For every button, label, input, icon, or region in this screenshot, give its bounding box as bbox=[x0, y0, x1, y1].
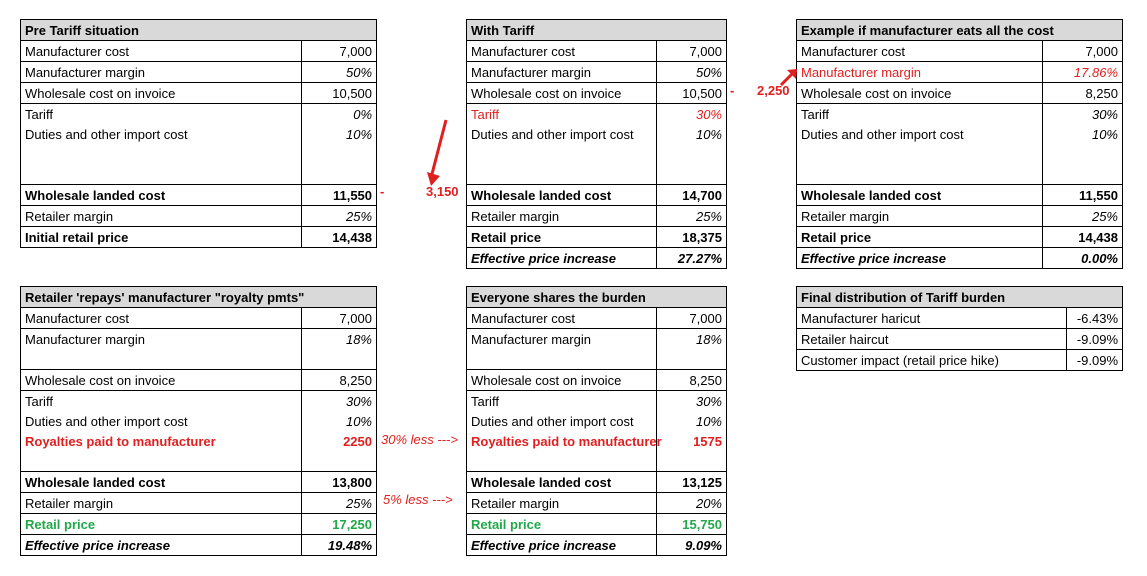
row-value: -9.09% bbox=[1067, 329, 1123, 350]
row-value: 10% bbox=[1043, 124, 1123, 144]
empty-cell bbox=[467, 451, 657, 472]
row-label: Wholesale landed cost bbox=[21, 472, 302, 493]
row-label: Manufacturer margin bbox=[467, 329, 657, 350]
row-value: 18% bbox=[657, 329, 727, 350]
row-value: 10,500 bbox=[302, 83, 377, 104]
row-label: Manufacturer cost bbox=[467, 41, 657, 62]
empty-cell bbox=[797, 144, 1043, 185]
row-value: 10% bbox=[302, 411, 377, 431]
row-value: 9.09% bbox=[657, 535, 727, 556]
row-label: Retailer margin bbox=[21, 206, 302, 227]
row-value: 7,000 bbox=[1043, 41, 1123, 62]
row-value: 14,438 bbox=[1043, 227, 1123, 248]
five-percent-less-note: 5% less ---> bbox=[383, 492, 453, 507]
row-label: Tariff bbox=[21, 391, 302, 412]
row-label: Tariff bbox=[797, 104, 1043, 125]
row-value: 50% bbox=[657, 62, 727, 83]
row-value: 8,250 bbox=[302, 370, 377, 391]
row-value: 25% bbox=[1043, 206, 1123, 227]
row-value: 11,550 bbox=[302, 185, 377, 206]
difference-note-1: 3,150 bbox=[426, 184, 459, 199]
row-value: 50% bbox=[302, 62, 377, 83]
row-label: Tariff bbox=[467, 391, 657, 412]
table-title: Example if manufacturer eats all the cost bbox=[797, 20, 1123, 41]
row-value: 30% bbox=[657, 104, 727, 125]
with-tariff-table bbox=[466, 19, 727, 269]
row-value: 14,700 bbox=[657, 185, 727, 206]
dash-note-2: - bbox=[730, 83, 735, 98]
row-value: 27.27% bbox=[657, 248, 727, 269]
row-value: 20% bbox=[657, 493, 727, 514]
row-label: Manufacturer cost bbox=[21, 308, 302, 329]
row-label: Wholesale landed cost bbox=[797, 185, 1043, 206]
empty-cell bbox=[1043, 144, 1123, 185]
row-label: Retail price bbox=[797, 227, 1043, 248]
row-label: Retailer margin bbox=[21, 493, 302, 514]
empty-cell bbox=[302, 451, 377, 472]
row-value: 8,250 bbox=[657, 370, 727, 391]
row-value: 25% bbox=[302, 206, 377, 227]
row-label: Royalties paid to manufacturer bbox=[21, 431, 302, 451]
row-label: Retailer haircut bbox=[797, 329, 1067, 350]
row-label: Duties and other import cost bbox=[21, 124, 302, 144]
row-value: -9.09% bbox=[1067, 350, 1123, 371]
row-label: Manufacturer cost bbox=[467, 308, 657, 329]
row-label: Manufacturer cost bbox=[797, 41, 1043, 62]
row-label: Manufacturer margin bbox=[21, 62, 302, 83]
row-label: Wholesale landed cost bbox=[21, 185, 302, 206]
row-value: 10,500 bbox=[657, 83, 727, 104]
diagonal-arrow-icon bbox=[778, 66, 800, 88]
row-label: Retailer margin bbox=[797, 206, 1043, 227]
row-label: Manufacturer margin bbox=[21, 329, 302, 350]
empty-cell bbox=[467, 144, 657, 185]
empty-cell bbox=[657, 349, 727, 370]
row-value: 13,800 bbox=[302, 472, 377, 493]
row-value: 0.00% bbox=[1043, 248, 1123, 269]
row-label: Retail price bbox=[467, 514, 657, 535]
shared-burden-table bbox=[466, 286, 727, 556]
row-label: Effective price increase bbox=[467, 248, 657, 269]
row-value: 14,438 bbox=[302, 227, 377, 248]
row-value: 10% bbox=[657, 411, 727, 431]
table-title: Retailer 'repays' manufacturer "royalty pmts" bbox=[21, 287, 377, 308]
row-label: Duties and other import cost bbox=[467, 124, 657, 144]
empty-cell bbox=[657, 451, 727, 472]
row-value: 30% bbox=[1043, 104, 1123, 125]
row-value: 1575 bbox=[657, 431, 727, 451]
row-value: 15,750 bbox=[657, 514, 727, 535]
row-label: Wholesale landed cost bbox=[467, 185, 657, 206]
row-label: Retail price bbox=[21, 514, 302, 535]
row-value: 25% bbox=[657, 206, 727, 227]
row-label: Wholesale cost on invoice bbox=[467, 83, 657, 104]
row-label: Duties and other import cost bbox=[467, 411, 657, 431]
row-value: 7,000 bbox=[302, 41, 377, 62]
table-title: Final distribution of Tariff burden bbox=[797, 287, 1123, 308]
row-value: 7,000 bbox=[302, 308, 377, 329]
row-value: 30% bbox=[657, 391, 727, 412]
row-label: Tariff bbox=[21, 104, 302, 125]
empty-cell bbox=[467, 349, 657, 370]
row-value: 19.48% bbox=[302, 535, 377, 556]
row-label: Manufacturer margin bbox=[797, 62, 1043, 83]
pre-tariff-table bbox=[20, 19, 377, 248]
row-value: 17.86% bbox=[1043, 62, 1123, 83]
row-value: 17,250 bbox=[302, 514, 377, 535]
empty-cell bbox=[302, 349, 377, 370]
royalty-payments-table bbox=[20, 286, 377, 556]
row-value: 18% bbox=[302, 329, 377, 350]
empty-cell bbox=[657, 144, 727, 185]
empty-cell bbox=[21, 451, 302, 472]
row-value: 7,000 bbox=[657, 41, 727, 62]
row-value: 25% bbox=[302, 493, 377, 514]
row-value: 10% bbox=[657, 124, 727, 144]
row-label: Effective price increase bbox=[21, 535, 302, 556]
empty-cell bbox=[302, 144, 377, 185]
row-value: -6.43% bbox=[1067, 308, 1123, 329]
dash-note-1: - bbox=[380, 184, 385, 199]
down-arrow-icon bbox=[424, 118, 450, 188]
difference-note-2: 2,250 bbox=[757, 83, 790, 98]
row-label: Retailer margin bbox=[467, 493, 657, 514]
row-label: Wholesale cost on invoice bbox=[797, 83, 1043, 104]
final-distribution-table bbox=[796, 286, 1123, 371]
row-value: 11,550 bbox=[1043, 185, 1123, 206]
row-value: 0% bbox=[302, 104, 377, 125]
row-value: 30% bbox=[302, 391, 377, 412]
row-label: Wholesale landed cost bbox=[467, 472, 657, 493]
row-value: 10% bbox=[302, 124, 377, 144]
row-label: Duties and other import cost bbox=[797, 124, 1043, 144]
row-label: Manufacturer haricut bbox=[797, 308, 1067, 329]
row-label: Effective price increase bbox=[467, 535, 657, 556]
manufacturer-eats-cost-table bbox=[796, 19, 1123, 269]
row-label: Manufacturer margin bbox=[467, 62, 657, 83]
row-value: 8,250 bbox=[1043, 83, 1123, 104]
row-label: Duties and other import cost bbox=[21, 411, 302, 431]
row-label: Wholesale cost on invoice bbox=[467, 370, 657, 391]
row-value: 18,375 bbox=[657, 227, 727, 248]
row-label: Customer impact (retail price hike) bbox=[797, 350, 1067, 371]
row-label: Initial retail price bbox=[21, 227, 302, 248]
row-label: Retail price bbox=[467, 227, 657, 248]
row-label: Manufacturer cost bbox=[21, 41, 302, 62]
row-label: Royalties paid to manufacturer bbox=[467, 431, 657, 451]
row-label: Wholesale cost on invoice bbox=[21, 370, 302, 391]
table-title: With Tariff bbox=[467, 20, 727, 41]
row-label: Effective price increase bbox=[797, 248, 1043, 269]
row-value: 2250 bbox=[302, 431, 377, 451]
thirty-percent-less-note: 30% less ---> bbox=[381, 432, 458, 447]
table-title: Pre Tariff situation bbox=[21, 20, 377, 41]
row-value: 7,000 bbox=[657, 308, 727, 329]
empty-cell bbox=[21, 144, 302, 185]
row-label: Tariff bbox=[467, 104, 657, 125]
empty-cell bbox=[21, 349, 302, 370]
row-label: Wholesale cost on invoice bbox=[21, 83, 302, 104]
table-title: Everyone shares the burden bbox=[467, 287, 727, 308]
row-label: Retailer margin bbox=[467, 206, 657, 227]
row-value: 13,125 bbox=[657, 472, 727, 493]
